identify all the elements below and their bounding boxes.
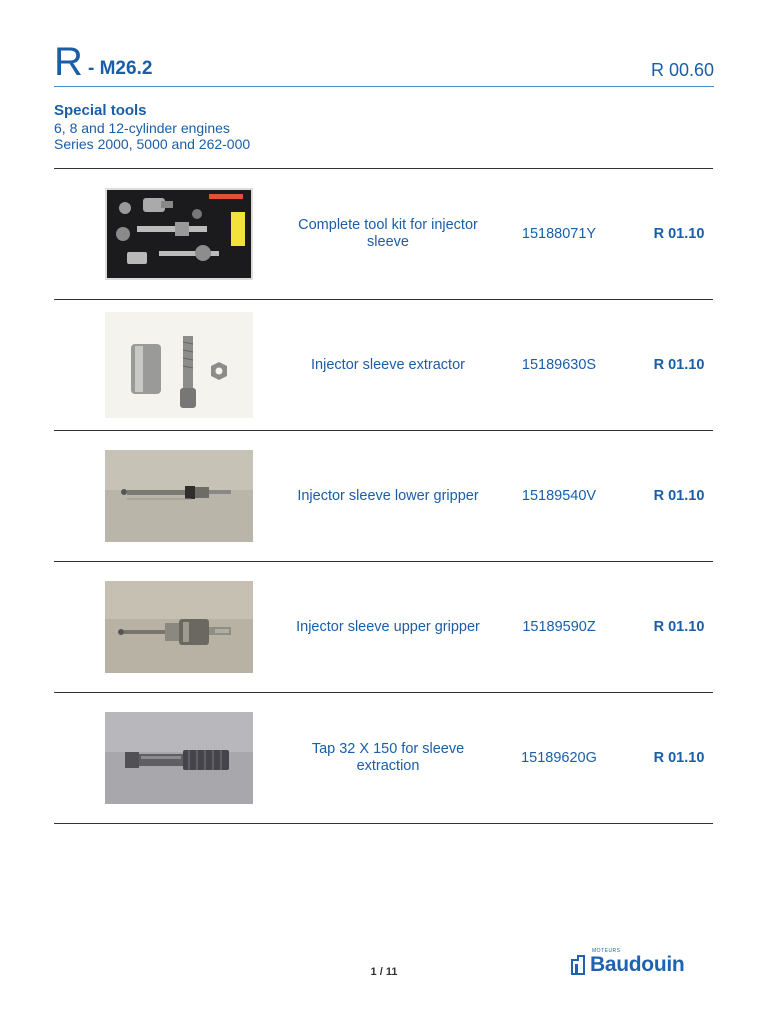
tool-description: Tap 32 X 150 for sleeve extraction xyxy=(311,741,465,774)
logo-brand-text: Baudouin xyxy=(590,953,685,976)
section-link[interactable]: R 01.10 xyxy=(653,619,705,635)
intro-title: Special tools xyxy=(54,102,147,119)
page-number: 1 / 11 xyxy=(370,966,398,978)
part-number: 15189540V xyxy=(521,488,597,504)
intro-block xyxy=(54,103,250,152)
page-reference: R 00.60 xyxy=(650,60,714,80)
section-link[interactable]: R 01.10 xyxy=(653,488,705,504)
part-number: 15189630S xyxy=(521,357,597,373)
tap-photo xyxy=(104,693,254,823)
part-number: 15189590Z xyxy=(522,619,596,635)
table-row xyxy=(54,431,713,562)
part-number: 15189620G xyxy=(521,750,597,766)
extractor-photo xyxy=(104,300,254,430)
table-row xyxy=(54,562,713,693)
tool-description: Complete tool kit for injector sleeve xyxy=(298,217,478,250)
part-number: 15188071Y xyxy=(521,226,597,242)
table-row xyxy=(54,300,713,431)
table-row xyxy=(54,169,713,300)
section-code: - M26.2 xyxy=(88,58,153,79)
tool-description: Injector sleeve lower gripper xyxy=(297,487,479,504)
lower-gripper-photo xyxy=(104,431,254,561)
section-link[interactable]: R 01.10 xyxy=(653,750,705,766)
section-letter: R xyxy=(54,40,83,84)
intro-series: Series 2000, 5000 and 262-000 xyxy=(54,136,251,152)
upper-gripper-photo xyxy=(104,562,254,692)
section-link[interactable]: R 01.10 xyxy=(653,357,705,373)
page-header xyxy=(54,38,714,87)
section-link[interactable]: R 01.10 xyxy=(653,226,705,242)
logo-small-text: MOTEURS xyxy=(592,948,621,954)
baudouin-logo xyxy=(570,950,700,980)
table-row xyxy=(54,693,713,824)
intro-engines: 6, 8 and 12-cylinder engines xyxy=(54,120,230,136)
tools-table xyxy=(54,168,713,824)
tool-description: Injector sleeve upper gripper xyxy=(296,618,480,635)
tool-kit-case-photo xyxy=(104,169,254,299)
tool-description: Injector sleeve extractor xyxy=(311,356,465,373)
logo-mark-icon xyxy=(570,954,590,976)
